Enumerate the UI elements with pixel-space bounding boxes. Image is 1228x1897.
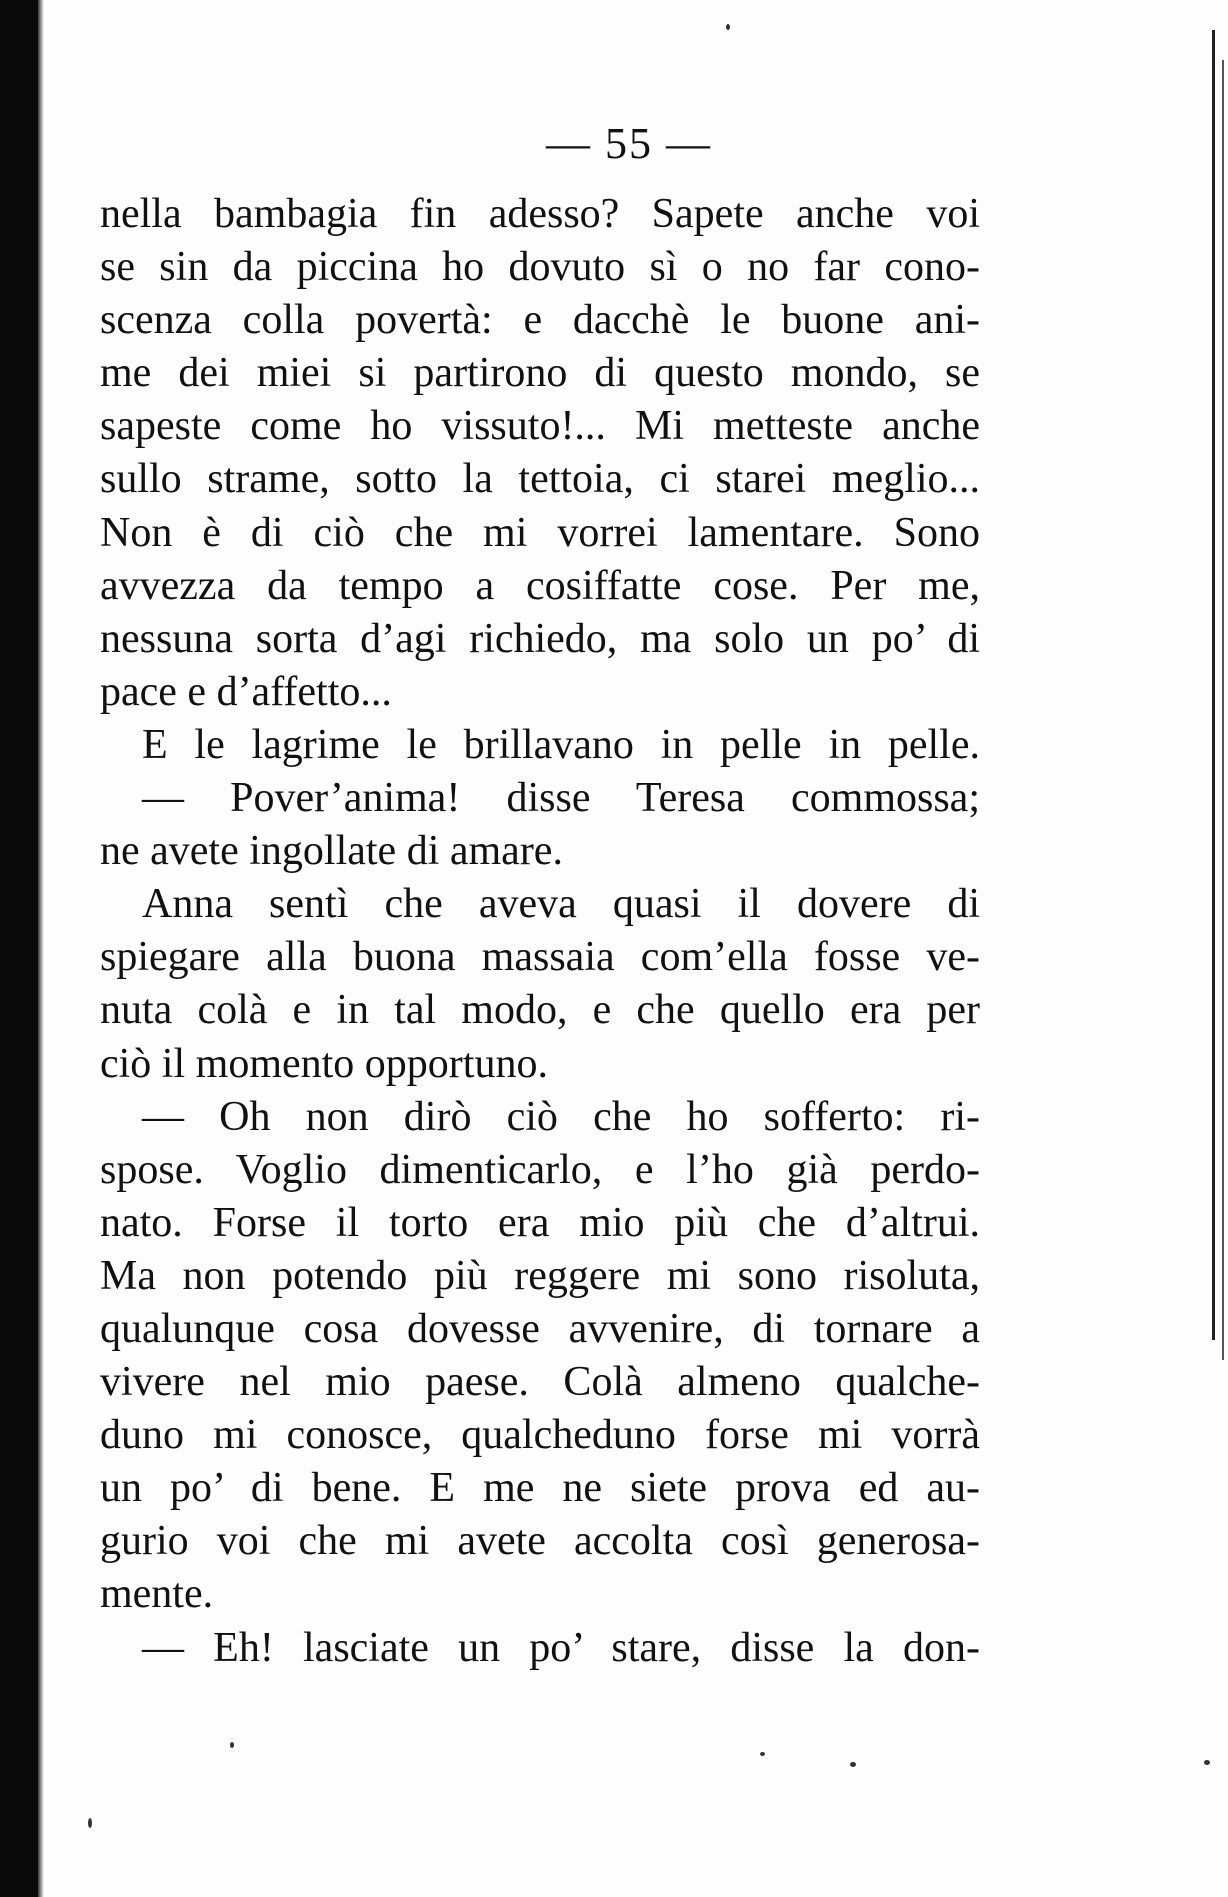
scan-speck [760,1752,765,1756]
book-spine-shadow [0,0,38,1897]
text-line: spose. Voglio dimenticarlo, e l’ho già perdo- [100,1146,980,1193]
text-line: qualunque cosa dovesse avvenire, di tornare a [100,1305,980,1352]
page-edge-rule-outer [1222,60,1224,1360]
scan-speck [1204,1760,1210,1765]
text-line: pace e d’affetto... [100,668,392,715]
text-line: nuta colà e in tal modo, e che quello era per [100,987,980,1034]
text-line: gurio voi che mi avete accolta così generosa- [100,1518,980,1565]
text-line: un po’ di bene. E me ne siete prova ed au- [100,1465,980,1512]
text-line: Anna sentì che aveva quasi il dovere di [142,881,980,928]
text-line: avvezza da tempo a cosiffatte cose. Per me, [100,562,980,609]
text-line: me dei miei si partirono di questo mondo, se [100,350,980,397]
scan-speck [850,1762,856,1767]
body-text [100,188,980,1675]
page-edge-rule [1212,30,1215,1340]
spine-edge-gradient [38,0,44,1897]
text-line: ne avete ingollate di amare. [100,828,563,875]
text-line: duno mi conosce, qualcheduno forse mi vorrà [100,1412,980,1459]
text-line: E le lagrime le brillavano in pelle in pelle. [142,721,980,768]
text-line: Ma non potendo più reggere mi sono risoluta, [100,1252,980,1299]
text-line: scenza colla povertà: e dacchè le buone ani- [100,297,980,344]
text-line: sullo strame, sotto la tettoia, ci starei meglio... [100,456,980,503]
scan-speck [230,1742,234,1748]
text-line: nessuna sorta d’agi richiedo, ma solo un po’ di [100,615,980,662]
text-line: — Eh! lasciate un po’ stare, disse la don- [142,1624,980,1671]
text-line: — Oh non dirò ciò che ho sofferto: ri- [142,1093,980,1140]
text-line: sapeste come ho vissuto!... Mi metteste anche [100,403,980,450]
text-line: se sin da piccina ho dovuto sì o no far cono- [100,244,980,291]
text-line: spiegare alla buona massaia com’ella fosse ve- [100,934,980,981]
scan-speck [726,24,730,30]
text-line: ciò il momento opportuno. [100,1040,548,1087]
text-line: Non è di ciò che mi vorrei lamentare. Sono [100,509,980,556]
text-line: nato. Forse il torto era mio più che d’altrui. [100,1199,980,1246]
text-line: vivere nel mio paese. Colà almeno qualche- [100,1359,980,1406]
text-line: mente. [100,1571,214,1618]
page-number: — 55 — [546,119,712,168]
text-line: — Pover’anima! disse Teresa commossa; [142,775,980,822]
scan-speck [88,1818,92,1828]
text-line: nella bambagia fin adesso? Sapete anche voi [100,191,980,237]
